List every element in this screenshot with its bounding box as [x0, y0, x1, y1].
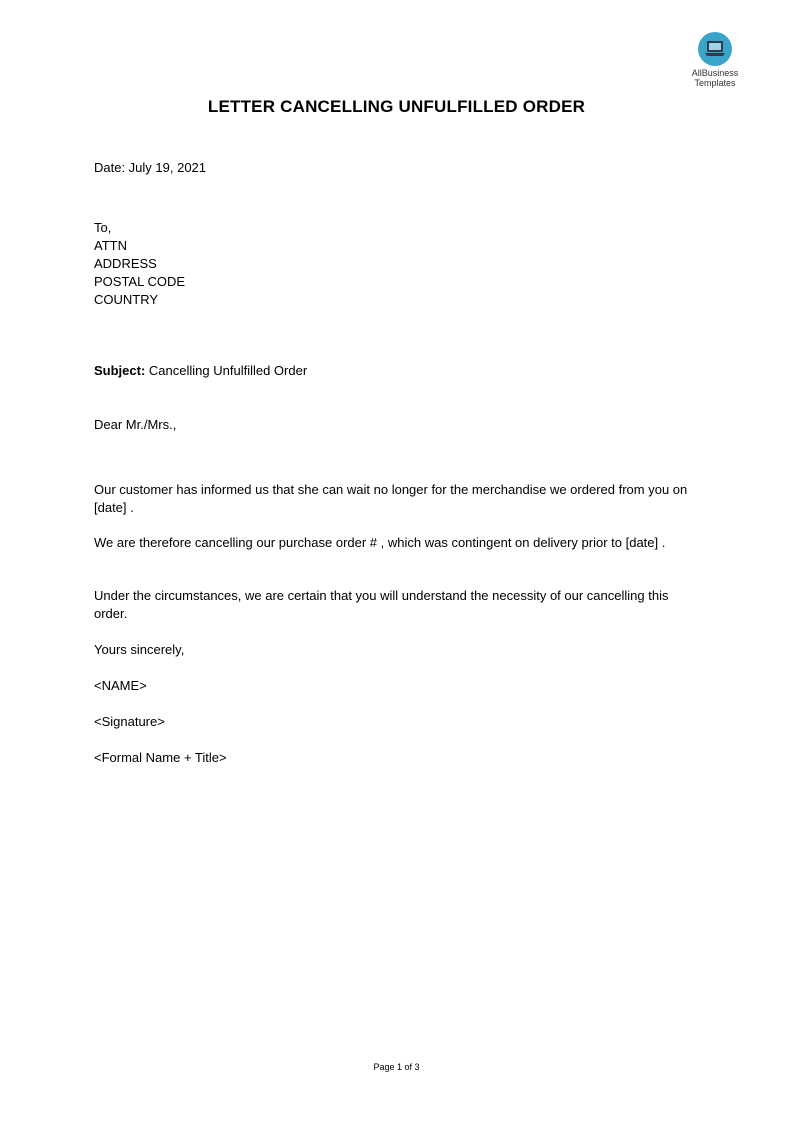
- page-number: Page 1 of 3: [373, 1062, 420, 1072]
- subject-line: [94, 362, 307, 380]
- letter-date: Date: July 19, 2021: [94, 160, 207, 175]
- recipient-address: ADDRESS: [94, 256, 157, 271]
- sender-signature: <Signature>: [94, 714, 165, 729]
- body-paragraph-1: Our customer has informed us that she can wait no longer for the merchandise we ordered from you on [date] .: [94, 482, 688, 515]
- recipient-postal-code: POSTAL CODE: [94, 274, 186, 289]
- logo-text-line2: Templates: [694, 78, 736, 88]
- subject-text: Cancelling Unfulfilled Order: [148, 363, 308, 378]
- logo-text-line1: AllBusiness: [691, 68, 739, 78]
- recipient-country: COUNTRY: [94, 292, 159, 307]
- recipient-to: To,: [94, 220, 112, 235]
- brand-logo: [686, 32, 744, 88]
- closing: Yours sincerely,: [94, 642, 185, 657]
- subject-label: Subject:: [94, 363, 146, 378]
- body-paragraph-3: Under the circumstances, we are certain that you will understand the necessity of our cancelling this order.: [94, 588, 669, 621]
- salutation: Dear Mr./Mrs.,: [94, 417, 177, 432]
- document-title: LETTER CANCELLING UNFULFILLED ORDER: [207, 97, 586, 116]
- body-paragraph-2: We are therefore cancelling our purchase order # , which was contingent on delivery prior to [date] .: [94, 535, 666, 550]
- laptop-icon: [698, 32, 732, 66]
- recipient-attn: ATTN: [94, 238, 127, 253]
- sender-formal-name: <Formal Name + Title>: [94, 750, 227, 765]
- sender-name: <NAME>: [94, 678, 147, 693]
